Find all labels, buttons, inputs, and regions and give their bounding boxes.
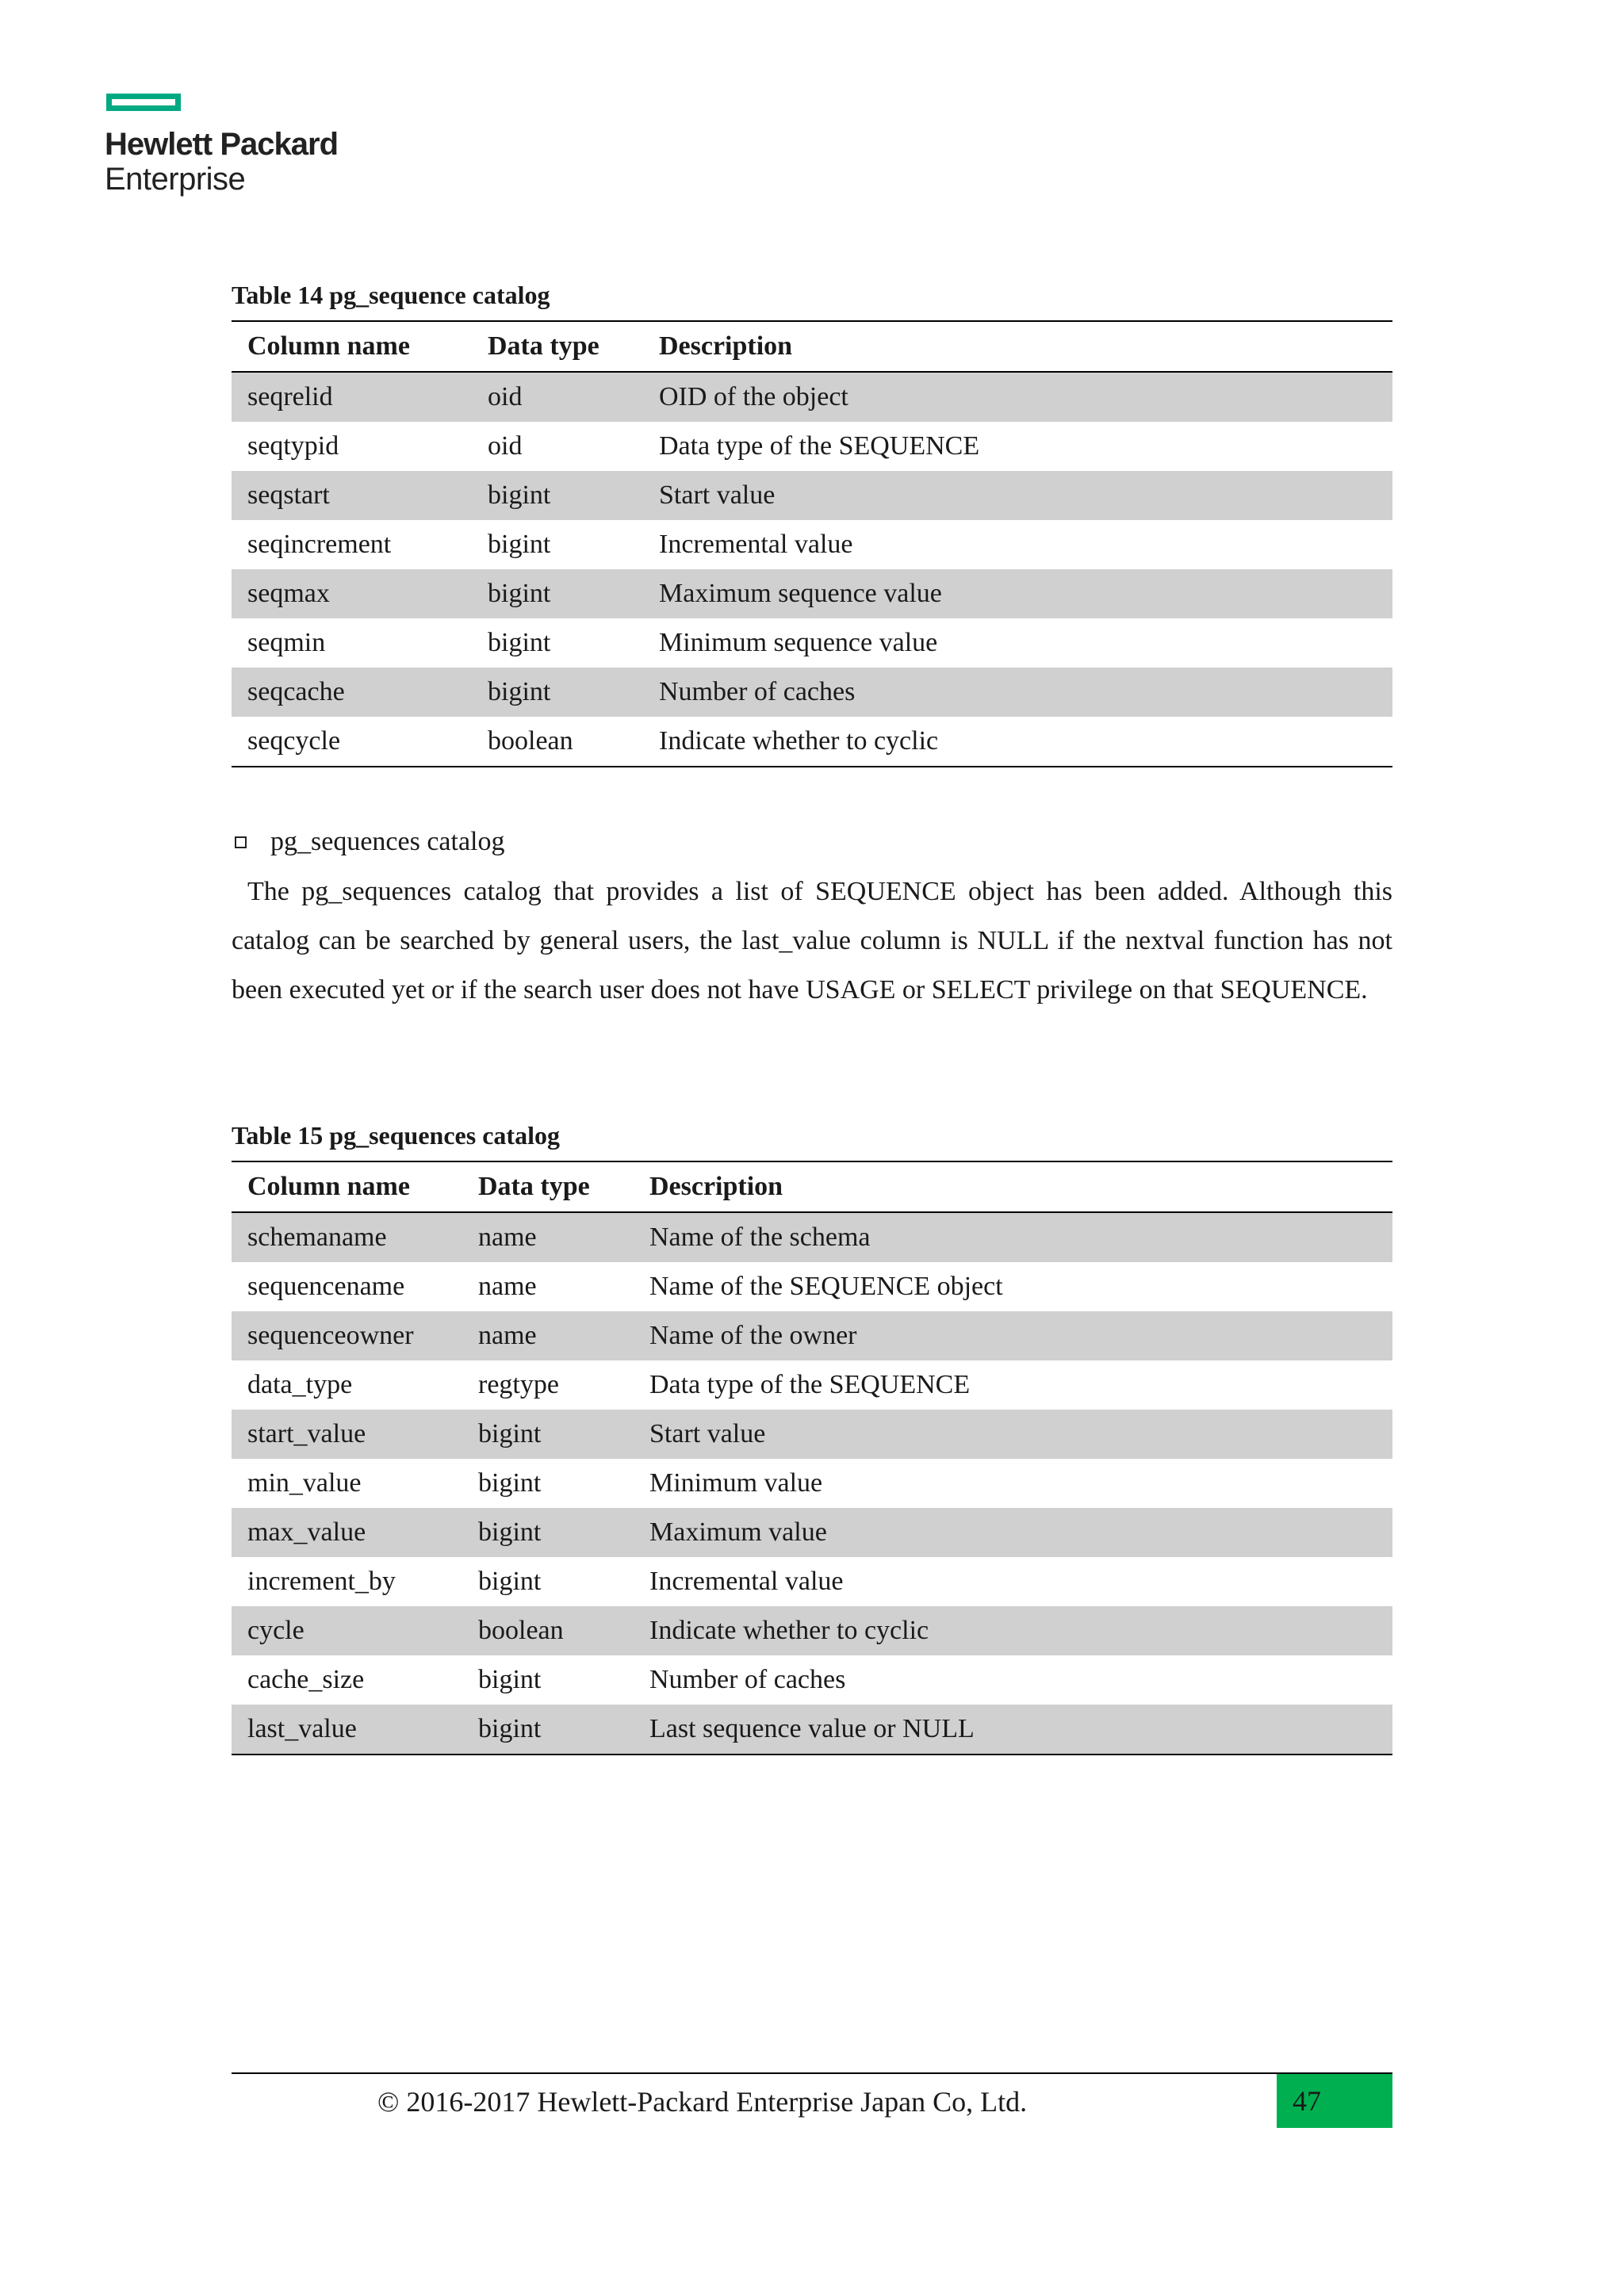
- table-cell: bigint: [478, 1468, 542, 1498]
- table-cell: seqrelid: [232, 372, 472, 422]
- table-cell: Indicate whether to cyclic: [634, 1606, 1392, 1655]
- table-cell: regtype: [478, 1370, 559, 1399]
- table-cell: increment_by: [247, 1567, 396, 1596]
- footer-rule: [232, 2072, 1392, 2074]
- logo-line1: Hewlett Packard: [105, 127, 339, 162]
- table-cell: bigint: [462, 1705, 634, 1755]
- hpe-logo: [105, 94, 338, 197]
- table-cell: data_type: [247, 1370, 353, 1399]
- table-row: [232, 1212, 1392, 1262]
- table-cell: seqcache: [232, 668, 472, 717]
- table-cell: bigint: [478, 1665, 542, 1694]
- table-cell: oid: [488, 431, 523, 461]
- table15-header: [232, 1161, 1392, 1212]
- table-cell: schemaname: [232, 1212, 462, 1262]
- table14-caption: Table 14 pg_sequence catalog: [232, 281, 550, 309]
- table-cell: max_value: [232, 1508, 462, 1557]
- table-row: [232, 1606, 1392, 1655]
- table-cell: Maximum sequence value: [643, 569, 1392, 618]
- table-cell: Name of the owner: [634, 1311, 1392, 1360]
- table14: [232, 320, 1392, 767]
- table-cell: seqtypid: [247, 431, 339, 461]
- table-row: [232, 1311, 1392, 1360]
- table-row: [232, 1410, 1392, 1459]
- table-cell: Number of caches: [649, 1665, 846, 1694]
- table15-section: [232, 1119, 1392, 1755]
- table-cell: seqstart: [232, 471, 472, 520]
- table-cell: name: [478, 1272, 537, 1301]
- table-cell: Last sequence value or NULL: [634, 1705, 1392, 1755]
- table-row: [232, 1459, 1392, 1508]
- table15-caption: Table 15 pg_sequences catalog: [232, 1121, 560, 1150]
- table-row: [232, 569, 1392, 618]
- table-cell: Incremental value: [649, 1567, 844, 1596]
- table-cell: Indicate whether to cyclic: [659, 726, 939, 756]
- table-cell: Minimum sequence value: [659, 628, 938, 657]
- table-cell: bigint: [462, 1508, 634, 1557]
- table15: [232, 1161, 1392, 1755]
- pg-sequences-section: [232, 826, 1392, 1015]
- table-cell: Maximum value: [634, 1508, 1392, 1557]
- table-row: [232, 520, 1392, 569]
- table14-body: [232, 372, 1392, 767]
- table15-header-col1: Column name: [247, 1172, 410, 1201]
- table-cell: oid: [472, 372, 643, 422]
- table-cell: bigint: [462, 1410, 634, 1459]
- table-cell: Name of the SEQUENCE object: [649, 1272, 1003, 1301]
- table-cell: Start value: [634, 1410, 1392, 1459]
- table-row: [232, 717, 1392, 767]
- table14-header-col3: Description: [659, 331, 793, 361]
- table15-header-col3: Description: [649, 1172, 783, 1201]
- table-cell: sequencename: [247, 1272, 405, 1301]
- table-row: [232, 1655, 1392, 1705]
- logo-bar: [106, 94, 181, 111]
- table-cell: cache_size: [247, 1665, 365, 1694]
- table-cell: seqmax: [232, 569, 472, 618]
- table-cell: bigint: [472, 668, 643, 717]
- table-row: [232, 618, 1392, 668]
- table-cell: bigint: [488, 628, 551, 657]
- table14-header-col2: Data type: [488, 331, 599, 361]
- table-row: [232, 1705, 1392, 1755]
- table-row: [232, 471, 1392, 520]
- table-cell: seqmin: [247, 628, 326, 657]
- table-row: [232, 1262, 1392, 1311]
- table-cell: boolean: [462, 1606, 634, 1655]
- table-row: [232, 1360, 1392, 1410]
- table-cell: name: [462, 1212, 634, 1262]
- table-row: [232, 1508, 1392, 1557]
- table-cell: name: [462, 1311, 634, 1360]
- table14-header-col1: Column name: [247, 331, 410, 361]
- table-cell: Minimum value: [649, 1468, 823, 1498]
- table-row: [232, 1557, 1392, 1606]
- table-cell: seqcycle: [247, 726, 341, 756]
- table-cell: start_value: [232, 1410, 462, 1459]
- table-cell: Data type of the SEQUENCE: [649, 1370, 971, 1399]
- table15-header-col2: Data type: [478, 1172, 590, 1201]
- table-cell: min_value: [247, 1468, 362, 1498]
- page-number: 47: [1277, 2074, 1392, 2128]
- footer-copyright: © 2016-2017 Hewlett-Packard Enterprise Japan Co, Ltd.: [377, 2086, 1028, 2118]
- table-cell: cycle: [232, 1606, 462, 1655]
- table-row: [232, 422, 1392, 471]
- table-cell: bigint: [472, 569, 643, 618]
- table-cell: OID of the object: [643, 372, 1392, 422]
- table-cell: Start value: [643, 471, 1392, 520]
- table-row: [232, 668, 1392, 717]
- table-cell: seqincrement: [247, 530, 392, 559]
- table-cell: Data type of the SEQUENCE: [659, 431, 980, 461]
- table-cell: sequenceowner: [232, 1311, 462, 1360]
- table-cell: Incremental value: [659, 530, 853, 559]
- table-cell: Name of the schema: [634, 1212, 1392, 1262]
- table14-section: [232, 279, 1392, 767]
- bullet-text: pg_sequences catalog: [270, 827, 505, 856]
- section-bullet: [232, 826, 1392, 858]
- table-row: [232, 372, 1392, 422]
- square-bullet-icon: [235, 836, 247, 848]
- table-cell: boolean: [488, 726, 573, 756]
- table-cell: Number of caches: [643, 668, 1392, 717]
- logo-line2: Enterprise: [105, 162, 246, 197]
- table14-header: [232, 321, 1392, 372]
- table-cell: bigint: [488, 530, 551, 559]
- table-cell: bigint: [478, 1567, 542, 1596]
- table15-body: [232, 1212, 1392, 1755]
- table-cell: last_value: [232, 1705, 462, 1755]
- table-cell: bigint: [472, 471, 643, 520]
- section-paragraph: The pg_sequences catalog that provides a list of SEQUENCE object has been added. Although this catalog can be searched by general users, the last_value column is NULL if the nextval function has not been executed yet or if the search user does not have USAGE or SELECT privilege on that SEQUENCE.: [232, 877, 1392, 1004]
